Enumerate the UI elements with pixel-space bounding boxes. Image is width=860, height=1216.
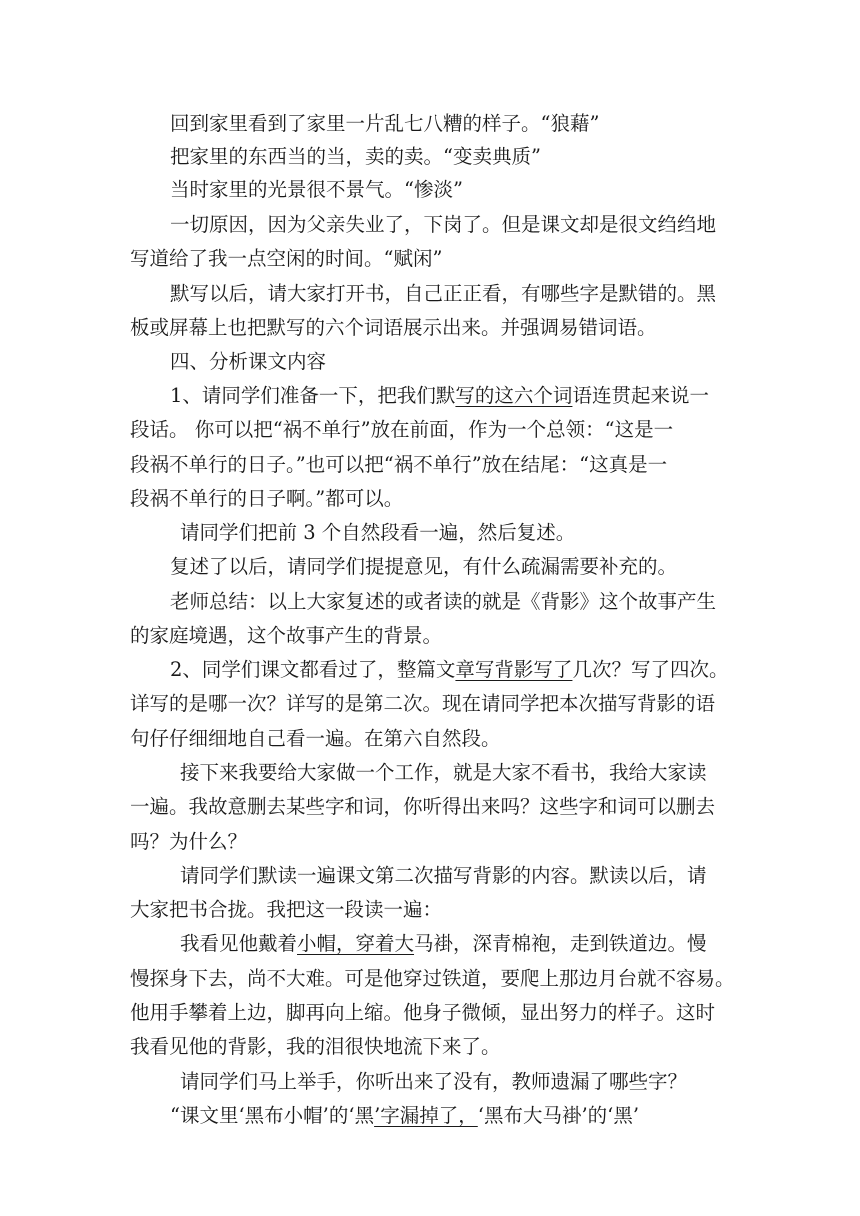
text-line: 板或屏幕上也把默写的六个词语展示出来。并强调易错词语。 [130,316,657,339]
text-line-with-underline [180,931,707,957]
text-line: 吗？为什么？ [130,830,248,853]
text-line: 段祸不单行的日子。”也可以把“祸不单行”放在结尾：“这真是一 [130,453,668,476]
text-line: 一遍。我故意删去某些字和词，你听得出来吗？这些字和词可以删去 [130,795,716,818]
underlined-segment: 小帽，穿着大 [297,932,415,955]
text-line: 句仔仔细细地自己看一遍。在第六自然段。 [130,727,501,750]
text-segment: ‘黑布大马褂’的‘黑’ [477,1104,640,1127]
underlined-segment: 章写背影写了 [455,658,573,681]
text-line: 回到家里看到了家里一片乱七八糟的样子。“狼藉” [170,112,600,135]
text-segment: 1、请同学们准备一下，把我们默 [170,384,456,407]
text-line: 慢探身下去，尚不大难。可是他穿过铁道，要爬上那边月台就不容易。 [130,967,735,990]
underlined-segment: 写的这六个词 [455,384,573,407]
text-line: 复述了以后，请同学们提提意见，有什么疏漏需要补充的。 [170,555,678,578]
text-line: 接下来我要给大家做一个工作，就是大家不看书，我给大家读 [180,761,707,784]
text-line: 段祸不单行的日子啊。”都可以。 [130,487,404,510]
section-heading: 四、分析课文内容 [170,350,327,373]
text-line: 写道给了我一点空闲的时间。“赋闲” [130,247,443,270]
text-segment: 马褂，深青棉袍，走到铁道边。慢 [414,932,707,955]
text-line: 请同学们把前 3 个自然段看一遍，然后复述。 [180,521,576,544]
text-line: 我看见他的背影，我的泪很快地流下来了。 [130,1035,501,1058]
text-line-with-underline [170,657,728,683]
text-line: 请同学们默读一遍课文第二次描写背影的内容。默读以后，请 [180,864,707,887]
text-segment: 我看见他戴着 [180,932,298,955]
text-line: 大家把书合拢。我把这一段读一遍： [130,898,443,921]
text-segment: 语连贯起来说一 [572,384,709,407]
text-line: 段话。 你可以把“祸不单行”放在前面，作为一个总领：“这是一 [130,418,674,441]
text-line-with-underline [170,1103,639,1129]
text-line: 当时家里的光景很不景气。“惨淡” [170,178,463,201]
text-segment: 几次？写了四次。 [572,658,729,681]
underlined-segment: ’字漏掉了， [374,1104,478,1127]
text-line: 他用手攀着上边，脚再向上缩。他身子微倾，显出努力的样子。这时 [130,1001,716,1024]
text-line: 一切原因，因为父亲失业了，下岗了。但是课文却是很文绉绉地 [170,213,717,236]
text-segment: “课文里‘黑布小帽’的‘黑 [170,1104,375,1127]
text-line: 把家里的东西当的当，卖的卖。“变卖典质” [170,145,541,168]
text-line: 默写以后，请大家打开书，自己正正看，有哪些字是默错的。黑 [170,282,717,305]
text-line: 详写的是哪一次？详写的是第二次。现在请同学把本次描写背影的语 [130,692,716,715]
text-line: 老师总结：以上大家复述的或者读的就是《背影》这个故事产生 [170,590,717,613]
text-line-with-underline [170,383,709,409]
text-line: 的家庭境遇，这个故事产生的背景。 [130,624,443,647]
text-line: 请同学们马上举手，你听出来了没有，教师遗漏了哪些字？ [180,1070,688,1093]
text-segment: 2、同学们课文都看过了，整篇文 [170,658,456,681]
